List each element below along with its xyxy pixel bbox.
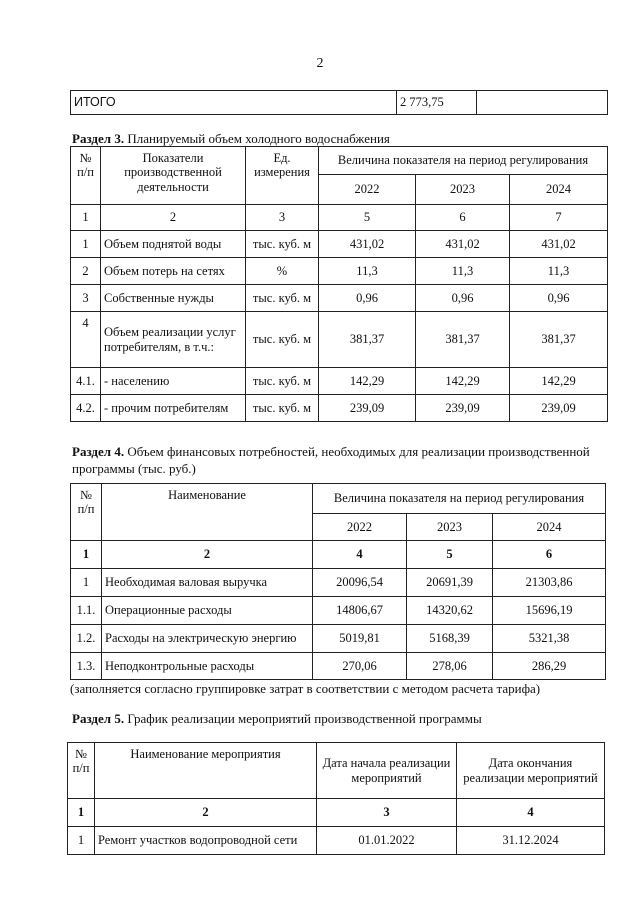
section3-heading — [72, 130, 612, 147]
s3-row-name: - прочим потребителям — [101, 395, 246, 422]
s3-row-unit: тыс. куб. м — [246, 312, 319, 368]
section5-table — [67, 742, 605, 855]
s3-row-num: 3 — [71, 285, 101, 312]
s3-row-name: Собственные нужды — [101, 285, 246, 312]
section5-heading-text: График реализации мероприятий производственной программы — [124, 711, 482, 726]
s3-header-year: 2022 — [319, 175, 416, 205]
s3-row-num: 4.2. — [71, 395, 101, 422]
s4-header-name: Наименование — [102, 484, 313, 541]
s4-row-value: 20691,39 — [407, 569, 493, 597]
s5-colnum: 1 — [68, 799, 95, 827]
s5-header-name: Наименование мероприятия — [95, 743, 317, 799]
section4-heading — [72, 443, 612, 477]
s3-row-value: 431,02 — [319, 231, 416, 258]
s5-colnum: 4 — [457, 799, 605, 827]
s3-row-num: 4 — [71, 312, 101, 368]
s5-colnum: 2 — [95, 799, 317, 827]
s3-header-year: 2023 — [416, 175, 510, 205]
s3-header-unit: Ед. измерения — [246, 147, 319, 205]
s4-colnum: 4 — [313, 541, 407, 569]
s4-row-name: Неподконтрольные расходы — [102, 653, 313, 680]
s3-colnum: 6 — [416, 205, 510, 231]
s3-row-value: 11,3 — [510, 258, 608, 285]
s4-row-value: 20096,54 — [313, 569, 407, 597]
s3-colnum: 5 — [319, 205, 416, 231]
table-row — [71, 395, 608, 422]
table-row — [71, 285, 608, 312]
page-number: 2 — [316, 56, 324, 71]
s4-row-value: 5168,39 — [407, 625, 493, 653]
s4-header-year: 2022 — [313, 514, 407, 541]
section5-heading — [72, 710, 612, 727]
s4-colnum: 1 — [71, 541, 102, 569]
s4-row-name: Необходимая валовая выручка — [102, 569, 313, 597]
s4-colnum: 2 — [102, 541, 313, 569]
s5-header-end: Дата окончания реализации мероприятий — [457, 743, 605, 799]
s4-row-num: 1.2. — [71, 625, 102, 653]
section5-heading-bold: Раздел 5. — [72, 711, 125, 726]
s3-row-name: - населению — [101, 368, 246, 395]
itogo-table — [70, 90, 608, 115]
itogo-empty-cell — [477, 91, 608, 115]
s3-row-value: 431,02 — [416, 231, 510, 258]
s3-row-value: 0,96 — [416, 285, 510, 312]
s3-row-value: 11,3 — [416, 258, 510, 285]
table-row — [71, 231, 608, 258]
s3-row-name: Объем реализации услуг потребителям, в т.ч.: — [101, 312, 246, 368]
s4-colnum: 5 — [407, 541, 493, 569]
s4-row-value: 5019,81 — [313, 625, 407, 653]
s3-row-value: 11,3 — [319, 258, 416, 285]
s4-row-num: 1.3. — [71, 653, 102, 680]
s4-row-value: 14806,67 — [313, 597, 407, 625]
s3-row-value: 239,09 — [416, 395, 510, 422]
s3-header-period: Величина показателя на период регулирования — [319, 147, 608, 175]
s4-colnum: 6 — [493, 541, 606, 569]
s3-row-value: 142,29 — [416, 368, 510, 395]
s3-header-num: № п/п — [71, 147, 101, 205]
s3-row-value: 142,29 — [319, 368, 416, 395]
section4-heading-bold: Раздел 4. — [72, 444, 125, 459]
s5-colnum: 3 — [317, 799, 457, 827]
s3-row-unit: тыс. куб. м — [246, 368, 319, 395]
s4-row-num: 1 — [71, 569, 102, 597]
s3-colnum: 2 — [101, 205, 246, 231]
s3-header-name: Показатели производственной деятельности — [101, 147, 246, 205]
s4-header-period: Величина показателя на период регулирования — [313, 484, 606, 514]
s3-row-unit: тыс. куб. м — [246, 231, 319, 258]
s4-row-value: 15696,19 — [493, 597, 606, 625]
s3-row-value: 381,37 — [319, 312, 416, 368]
s3-colnum: 7 — [510, 205, 608, 231]
s5-header-num: № п/п — [68, 743, 95, 799]
s5-header-start: Дата начала реализации мероприятий — [317, 743, 457, 799]
s3-row-value: 0,96 — [319, 285, 416, 312]
s3-row-value: 239,09 — [319, 395, 416, 422]
s3-row-name: Объем потерь на сетях — [101, 258, 246, 285]
section4-heading-text: Объем финансовых потребностей, необходимых для реализации производственной программы (тыс. руб.) — [72, 444, 590, 476]
s4-row-value: 270,06 — [313, 653, 407, 680]
s4-header-year: 2024 — [493, 514, 606, 541]
table-row — [68, 827, 605, 855]
s3-colnum: 1 — [71, 205, 101, 231]
itogo-label: ИТОГО — [71, 91, 397, 115]
s4-row-value: 14320,62 — [407, 597, 493, 625]
table-row — [71, 258, 608, 285]
itogo-value: 2 773,75 — [397, 91, 477, 115]
s3-row-value: 381,37 — [416, 312, 510, 368]
s3-row-unit: тыс. куб. м — [246, 395, 319, 422]
s4-row-num: 1.1. — [71, 597, 102, 625]
s5-row-name: Ремонт участков водопроводной сети — [95, 827, 317, 855]
table-row — [71, 653, 606, 680]
table-row — [71, 312, 608, 368]
table-row — [71, 569, 606, 597]
s4-row-value: 286,29 — [493, 653, 606, 680]
s3-row-value: 0,96 — [510, 285, 608, 312]
s3-header-year: 2024 — [510, 175, 608, 205]
s4-row-value: 5321,38 — [493, 625, 606, 653]
s3-colnum: 3 — [246, 205, 319, 231]
s3-row-num: 2 — [71, 258, 101, 285]
s4-row-name: Расходы на электрическую энергию — [102, 625, 313, 653]
table-row — [71, 368, 608, 395]
s5-row-end: 31.12.2024 — [457, 827, 605, 855]
section4-note: (заполняется согласно группировке затрат в соответствии с методом расчета тарифа) — [70, 681, 541, 696]
s5-row-num: 1 — [68, 827, 95, 855]
table-row — [71, 625, 606, 653]
s3-row-value: 381,37 — [510, 312, 608, 368]
s3-row-value: 239,09 — [510, 395, 608, 422]
s3-row-num: 1 — [71, 231, 101, 258]
s4-header-num: № п/п — [71, 484, 102, 541]
s4-header-year: 2023 — [407, 514, 493, 541]
section4-table — [70, 483, 606, 680]
s5-row-start: 01.01.2022 — [317, 827, 457, 855]
s3-row-value: 142,29 — [510, 368, 608, 395]
section3-heading-text: Планируемый объем холодного водоснабжения — [124, 131, 390, 146]
s4-row-value: 278,06 — [407, 653, 493, 680]
s3-row-num: 4.1. — [71, 368, 101, 395]
s3-row-unit: тыс. куб. м — [246, 285, 319, 312]
s3-row-unit: % — [246, 258, 319, 285]
s3-row-name: Объем поднятой воды — [101, 231, 246, 258]
section3-heading-bold: Раздел 3. — [72, 131, 125, 146]
s3-row-value: 431,02 — [510, 231, 608, 258]
section3-table — [70, 146, 608, 422]
table-row — [71, 597, 606, 625]
s4-row-name: Операционные расходы — [102, 597, 313, 625]
s4-row-value: 21303,86 — [493, 569, 606, 597]
